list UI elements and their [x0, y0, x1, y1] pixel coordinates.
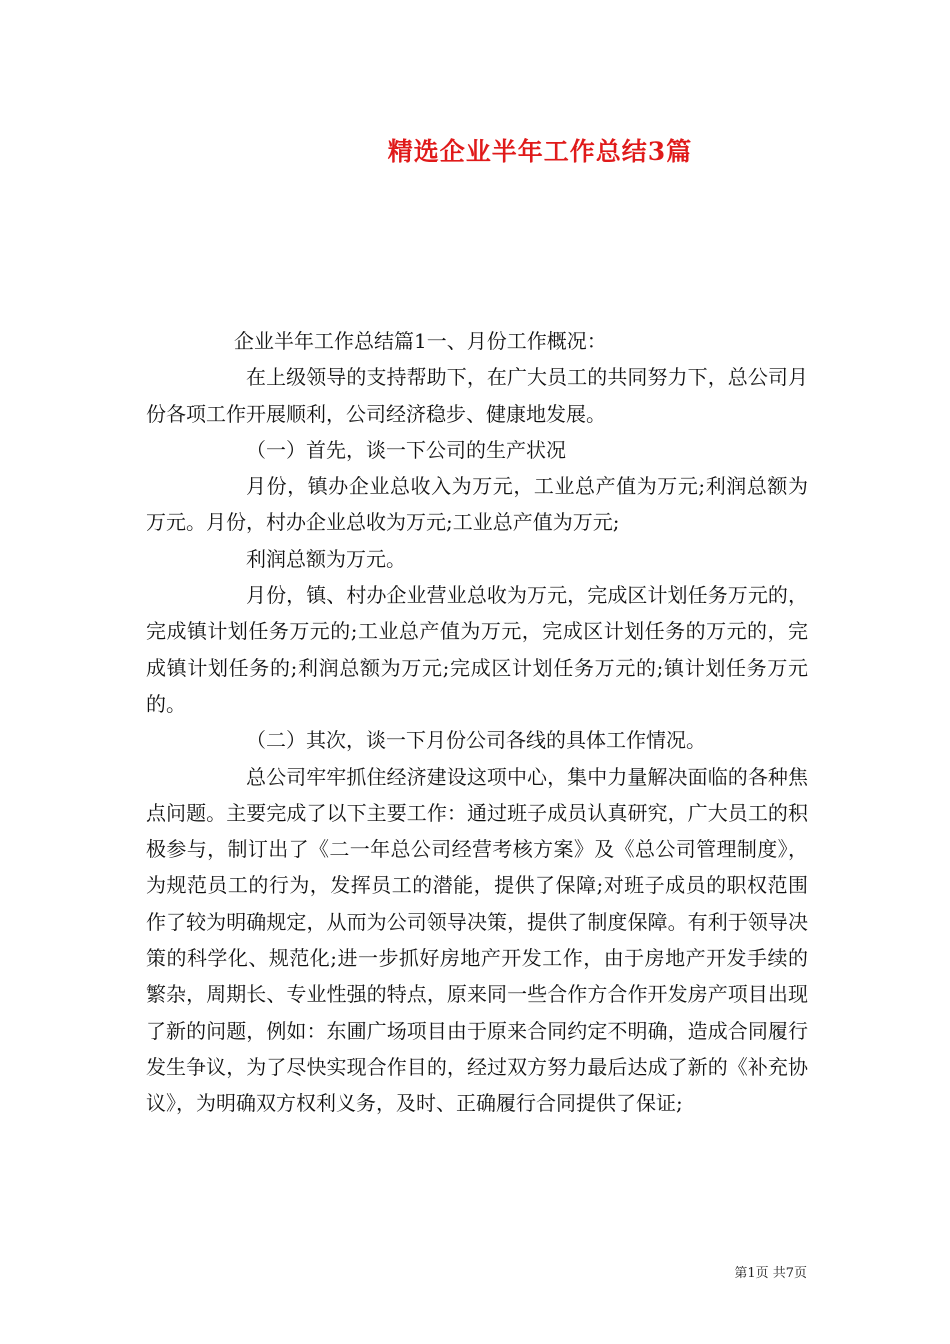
document-body — [146, 323, 808, 1122]
paragraph-section-heading: 企业半年工作总结篇1一、月份工作概况： — [234, 329, 607, 353]
paragraph-work-details: 总公司牢牢抓住经济建设这项中心，集中力量解决面临的各种焦点问题。主要完成了以下主要工作：通过班子成员认真研究，广大员工的积极参与，制订出了《二一年总公司经营考核方案》及《总公司管理制度》，为规范员工的行为，发挥员工的潜能，提供了保障;对班子成员的职权范围作了较为明确规定，从而为公司领导决策，提供了制度保障。有利于领导决策的科学化、规范化;进一步抓好房地产开发工作，由于房地产开发手续的繁杂，周期长、专业性强的特点，原来同一些合作方合作开发房产项目出现了新的问题，例如：东圃广场项目由于原来合同约定不明确，造成合同履行发生争议，为了尽快实现合作目的，经过双方努力最后达成了新的《补充协议》，为明确双方权利义务，及时、正确履行合同提供了保证; — [146, 764, 808, 1116]
paragraph-profit-total: 利润总额为万元。 — [246, 546, 406, 571]
page-footer: 第1页 共7页 — [734, 1266, 807, 1281]
paragraph-overview: 在上级领导的支持帮助下，在广大员工的共同努力下，总公司月份各项工作开展顺利，公司经济稳步、健康地发展。 — [146, 365, 808, 426]
paragraph-revenue-targets: 月份，镇、村办企业营业总收为万元，完成区计划任务万元的，完成镇计划任务万元的;工业总产值为万元，完成区计划任务的万元的，完成镇计划任务的;利润总额为万元;完成区计划任务万元的;镇计划任务万元的。 — [146, 583, 808, 716]
paragraph-production-figures: 月份，镇办企业总收入为万元，工业总产值为万元;利润总额为万元。月份，村办企业总收为万元;工业总产值为万元; — [146, 474, 808, 535]
document-title: 精选企业半年工作总结3篇 — [387, 137, 693, 166]
paragraph-subheading-production: （一）首先，谈一下公司的生产状况 — [246, 437, 566, 462]
paragraph-subheading-work: （二）其次，谈一下月份公司各线的具体工作情况。 — [246, 728, 706, 753]
